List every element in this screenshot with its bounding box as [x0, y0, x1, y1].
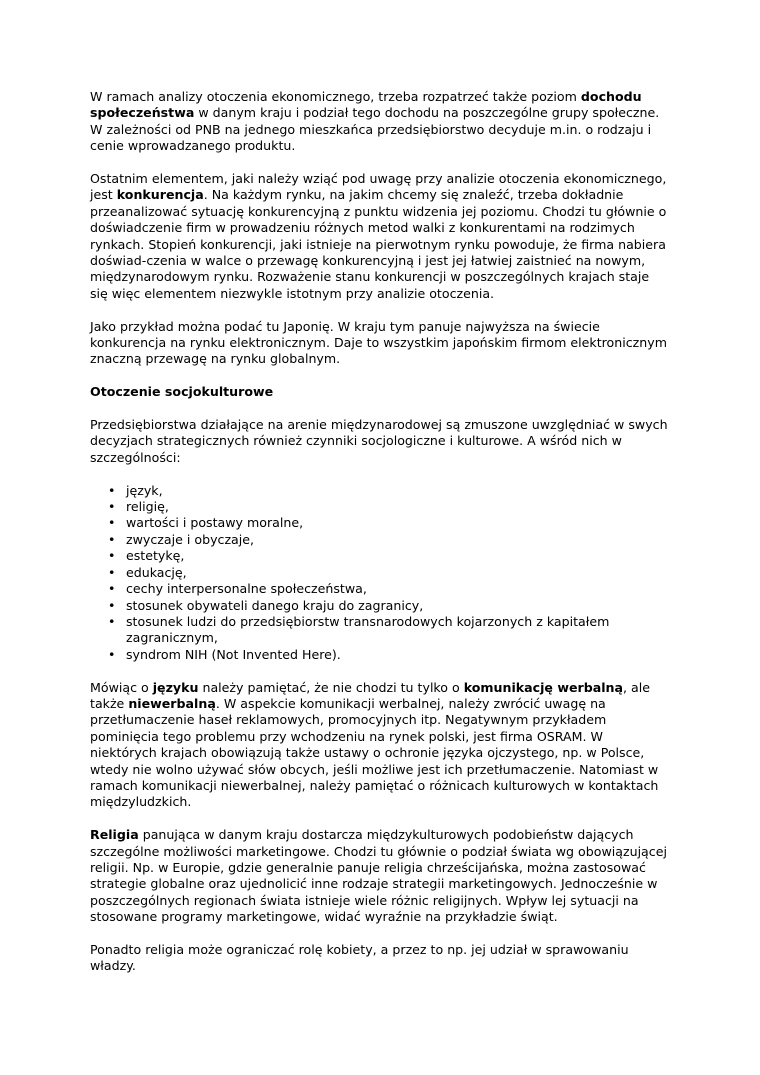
bold-term: języku — [152, 679, 199, 695]
paragraph — [90, 942, 670, 975]
document-page — [90, 89, 670, 991]
text-run: . W aspekcie komunikacji werbalnej, należy zwrócić uwagę na przetłumaczenie haseł reklamowych, promocyjnych itp. Negatywnym przykładem pominięcia tego problemu przy wchodzeniu na rynek polski, jest firma OSRAM. W niektórych krajach obowiązują także ustawy o ochronie języka ojczystego, np. w Polsce, wtedy nie wolno używać słów obcych, jeśli możliwe jest ich przetłumaczenie. Natomiast w ramach komunikacji niewerbalnej, należy pamiętać o różnicach kulturowych w kontaktach międzyludzkich. — [90, 695, 659, 810]
text-run: , ale także — [90, 679, 651, 711]
section-heading — [90, 384, 670, 400]
bullet-icon: • — [108, 613, 116, 629]
text-run: panująca w danym kraju dostarcza międzykulturowych podobieństw dających szczególne możliwości marketingowe. Chodzi tu głównie o podział świata wg obowiązującej religii. Np. w Europie, gdzie generalnie panuje religia chrześcijańska, można zastosować strategie globalne oraz ujednolicić inne rodzaje strategii marketingowych. Jednocześnie w poszczególnych regionach świata istnieje wiele różnic religijnych. Wpływ lej sytuacji na stosowane programy marketingowe, widać wyraźnie na przykładzie świąt. — [90, 827, 667, 925]
list-item — [90, 614, 670, 647]
list-item — [90, 581, 670, 597]
paragraph — [90, 417, 670, 466]
list-item-text: edukację, — [126, 564, 187, 580]
text-run: W ramach analizy otoczenia ekonomicznego, trzeba rozpatrzeć także poziom — [90, 89, 581, 104]
list-item-text: zwyczaje i obyczaje, — [126, 531, 255, 547]
text-run: należy pamiętać, że nie chodzi tu tylko o — [198, 679, 464, 695]
list-item-text: wartości i postawy moralne, — [126, 515, 304, 531]
list-item-text: stosunek ludzi do przedsiębiorstw transnarodowych kojarzonych z kapitałem zagranicznym, — [126, 613, 610, 646]
bold-term: dochodu społeczeństwa — [90, 89, 642, 121]
text-run: w danym kraju i podział tego dochodu na poszczególne grupy społeczne. W zależności od PNB na jednego mieszkańca przedsiębiorstwo decyduje m.in. o rodzaju i cenie wprowadzanego produktu. — [90, 105, 660, 154]
list-item — [90, 598, 670, 614]
paragraph — [90, 319, 670, 368]
list-item-text: język, — [126, 482, 163, 498]
text-run: Otoczenie socjokulturowe — [90, 384, 274, 400]
list-item-text: stosunek obywateli danego kraju do zagranicy, — [126, 597, 424, 613]
list-item-text: cechy interpersonalne społeczeństwa, — [126, 581, 367, 597]
paragraph — [90, 171, 670, 302]
bold-term: konkurencja — [116, 187, 204, 203]
list-item — [90, 565, 670, 581]
text-run: Ostatnim elementem, jaki należy wziąć pod uwagę przy analizie otoczenia ekonomicznego, jest — [90, 171, 667, 203]
bullet-icon: • — [108, 499, 116, 515]
bullet-icon: • — [108, 646, 116, 662]
paragraph — [90, 89, 670, 155]
list-item — [90, 548, 670, 564]
list-item — [90, 483, 670, 499]
list-item-text: syndrom NIH (Not Invented Here). — [126, 646, 341, 662]
paragraph — [90, 680, 670, 811]
text-run: Jako przykład można podać tu Japonię. W kraju tym panuje najwyższa na świecie konkurencja na rynku elektronicznym. Daje to wszystkim japońskim firmom elektronicznym znaczną przewagę na rynku globalnym. — [90, 318, 667, 367]
bullet-icon: • — [108, 581, 116, 597]
bullet-list — [90, 483, 670, 663]
text-run: Mówiąc o — [90, 679, 153, 695]
paragraph — [90, 827, 670, 925]
bullet-icon: • — [108, 597, 116, 613]
list-item — [90, 499, 670, 515]
list-item — [90, 515, 670, 531]
bold-term: Religia — [90, 827, 139, 843]
bold-term: komunikację werbalną — [463, 679, 624, 695]
list-item-text: estetykę, — [126, 548, 185, 564]
text-run: Ponadto religia może ograniczać rolę kobiety, a przez to np. jej udział w sprawowaniu władzy. — [90, 942, 629, 974]
text-run: . Na każdym rynku, na jakim chcemy się znaleźć, trzeba dokładnie przeanalizować sytuację konkurencyjną z punktu widzenia jej poziomu. Chodzi tu głównie o doświadczenie firm w prowadzeniu różnych metod walki z konkurentami na rodzimych rynkach. Stopień konkurencji, jaki istnieje na pierwotnym rynku powoduje, że firma nabiera doświad-czenia w walce o przewagę konkurencyjną i jest jej łatwiej zaistnieć na nowym, międzynarodowym rynku. Rozważenie stanu konkurencji w poszczególnych krajach staje się więc elementem niezwykle istotnym przy analizie otoczenia. — [90, 187, 667, 301]
list-item — [90, 532, 670, 548]
list-item-text: religię, — [126, 499, 169, 515]
bullet-icon: • — [108, 482, 116, 498]
bullet-icon: • — [108, 548, 116, 564]
bullet-icon: • — [108, 564, 116, 580]
text-run: Przedsiębiorstwa działające na arenie międzynarodowej są zmuszone uwzględniać w swych decyzjach strategicznych również czynniki socjologiczne i kulturowe. A wśród nich w szczególności: — [90, 417, 668, 465]
bold-term: niewerbalną — [128, 695, 216, 711]
list-item — [90, 647, 670, 663]
bullet-icon: • — [108, 515, 116, 531]
bullet-icon: • — [108, 531, 116, 547]
